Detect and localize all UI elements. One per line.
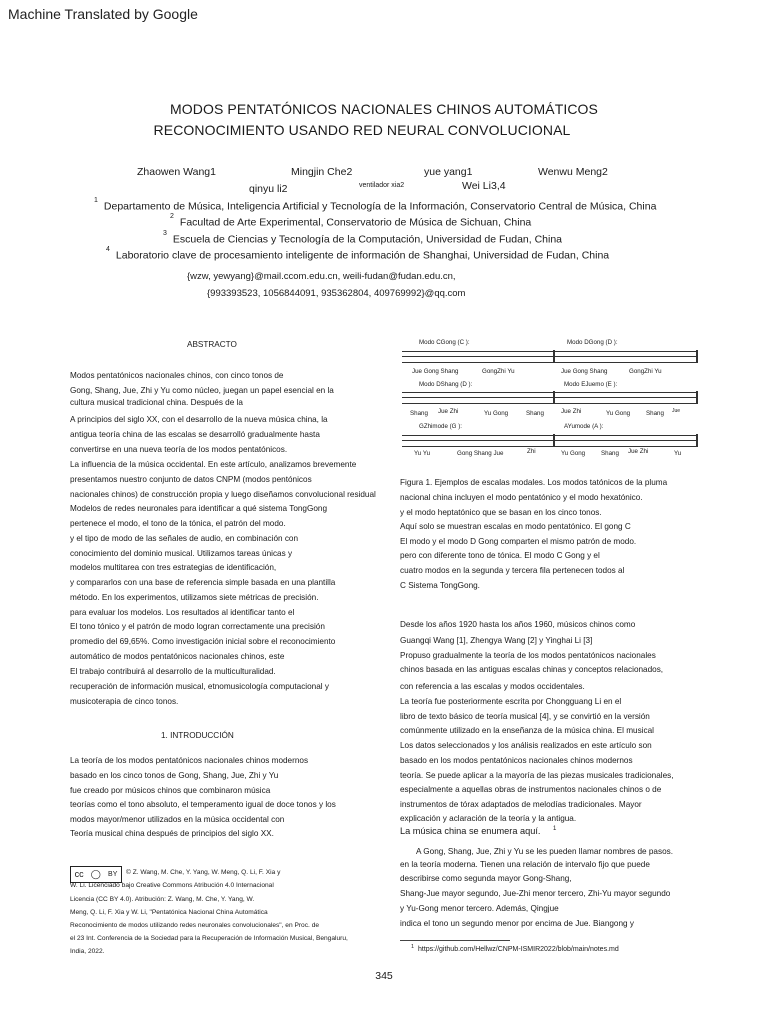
note-names: Yu [674, 450, 682, 457]
abstract-line: antigua teoría china de las escalas se desarrolló gradualmente hasta [70, 430, 320, 439]
abstract-line: y compararlos con una base de referencia simple basada en una plantilla [70, 578, 336, 587]
body-line: con referencia a las escalas y modos occidentales. [400, 682, 585, 691]
body-line: especialmente a aquellas obras de instrumentos nacionales chinos o de [400, 785, 662, 794]
abstract-line: para evaluar los modelos. Los resultados al identificar tanto el [70, 608, 295, 617]
barline [553, 391, 555, 403]
abstract-line: A principios del siglo XX, con el desarrollo de la nueva música china, la [70, 415, 328, 424]
introduction-heading: 1. INTRODUCCIÓN [161, 731, 234, 740]
cc-by-label: BY [108, 871, 118, 878]
mode-label: Modo DShang (D ): [419, 381, 473, 388]
abstract-line: presentamos nuestro conjunto de datos CNPM (modos pentónicos [70, 475, 312, 484]
caption-line: cuatro modos en la segunda y tercera fila pertenecen todos al [400, 566, 625, 575]
abstract-line: cultura musical tradicional china. Después de la [70, 398, 243, 407]
affiliation-number: 3 [163, 230, 167, 237]
music-staff [402, 351, 698, 363]
barline [696, 434, 698, 446]
note-names: Shang [646, 410, 664, 417]
abstract-line: promedio del 69,65%. Como investigación inicial sobre el reconocimiento [70, 637, 336, 646]
abstract-line: y el tipo de modo de las señales de audio, en combinación con [70, 534, 299, 543]
barline [696, 350, 698, 362]
author: Zhaowen Wang1 [137, 166, 216, 178]
body-line: teoría. Se puede aplicar a la mayoría de las piezas musicales tradicionales, [400, 771, 674, 780]
note-names: GongZhi Yu [629, 368, 662, 375]
abstract-line: El tono tónico y el patrón de modo logran correctamente una precisión [70, 622, 325, 631]
caption-line: Figura 1. Ejemplos de escalas modales. Los modos tatónicos de la pluma [400, 478, 668, 487]
mode-label: Modo CGong (C ): [419, 339, 470, 346]
introduction-line: La teoría de los modos pentatónicos nacionales chinos modernos [70, 756, 309, 765]
body-line: La música china se enumera aquí. [400, 826, 541, 836]
body-line: Propuso gradualmente la teoría de los modos pentatónicos nacionales [400, 651, 656, 660]
note-names: GongZhi Yu [482, 368, 515, 375]
caption-line: y el modo heptatónico que se basan en los cinco tonos. [400, 508, 602, 517]
note-names: Jue [672, 408, 681, 414]
license-line: © Z. Wang, M. Che, Y. Yang, W. Meng, Q. Li, F. Xia y [126, 869, 281, 876]
body-line: en la teoría moderna. Tienen una relación de intervalo fijo que puede [400, 860, 650, 869]
license-line: W. Li. Licenciado bajo Creative Commons Atribución 4.0 Internacional [70, 882, 274, 889]
author: yue yang1 [424, 166, 473, 178]
license-line: Meng, Q. Li, F. Xia y W. Li, "Pentatónica Nacional China Automática [70, 909, 268, 916]
footnote-url: https://github.com/Hellwz/CNPM-ISMIR2022/blob/main/notes.md [418, 946, 619, 953]
introduction-line: teorías como el tono absoluto, el temperamento igual de doce tonos y los [70, 800, 336, 809]
body-line: Los datos seleccionados y los análisis realizados en este artículo son [400, 741, 652, 750]
email-line: {wzw, yewyang}@mail.ccom.edu.cn, weili-fudan@fudan.edu.cn, [187, 271, 456, 282]
abstract-line: pertenece el modo, el tono de la tónica, el patrón del modo. [70, 519, 286, 528]
mode-label: AYumode (A ): [564, 423, 604, 430]
affiliation-text: Facultad de Arte Experimental, Conservatorio de Música de Sichuan, China [179, 216, 532, 229]
affiliation-number: 1 [94, 197, 98, 204]
note-names: Yu Gong [606, 410, 631, 417]
caption-line: El modo y el modo D Gong comparten el mismo patrón de modo. [400, 537, 637, 546]
paper-title-line-1: MODOS PENTATÓNICOS NACIONALES CHINOS AUTOMÁTICOS [170, 101, 598, 117]
author: Wei Li3,4 [462, 180, 506, 192]
abstract-line: automático de modos pentatónicos nacionales chinos, este [70, 652, 285, 661]
body-line: Guangqi Wang [1], Zhengya Wang [2] y Yinghai Li [3] [400, 636, 593, 645]
introduction-line: fue creado por músicos chinos que combinaron música [70, 786, 271, 795]
body-line: La teoría fue posteriormente escrita por Chongguang Li en el [400, 697, 622, 706]
license-line: Reconocimiento de modos utilizando redes neuronales convolucionales", en Proc. de [70, 922, 320, 929]
music-staff [402, 435, 698, 447]
mode-label: Modo DGong (D ): [567, 339, 618, 346]
abstract-line: Modelos de redes neuronales para identificar a qué sistema TongGong [70, 504, 328, 513]
footnote-number: 1 [411, 944, 415, 950]
abstract-line: La influencia de la música occidental. En este artículo, analizamos brevemente [70, 460, 357, 469]
music-staff [402, 392, 698, 404]
note-names: Yu Gong [484, 410, 509, 417]
note-names: Shang [410, 410, 428, 417]
affiliation-text: Laboratorio clave de procesamiento inteligente de información de Shanghai, Universidad de Fudan, China [115, 249, 610, 262]
page-number: 345 [375, 970, 393, 982]
caption-line: nacional china incluyen el modo pentatónico y el modo hexatónico. [400, 493, 643, 502]
author: Mingjin Che2 [291, 166, 353, 178]
affiliation [170, 213, 532, 229]
note-names: Shang [526, 410, 544, 417]
barline [696, 391, 698, 403]
abstract-line: método. En los experimentos, utilizamos siete métricas de precisión. [70, 593, 319, 602]
abstract-heading: ABSTRACTO [187, 340, 237, 349]
barline [553, 350, 555, 362]
affiliation-number: 4 [106, 246, 110, 253]
abstract-line: nacionales chinos) de construcción propia y luego diseñamos convolucional residual [70, 490, 376, 499]
note-names: Gong Shang Jue [457, 450, 504, 457]
affiliation [106, 246, 610, 262]
body-line: basado en los modos pentatónicos nacionales chinos modernos [400, 756, 633, 765]
body-line: A Gong, Shang, Jue, Zhi y Yu se les pueden llamar nombres de pasos. [416, 847, 674, 856]
note-names: Jue Zhi [561, 408, 582, 415]
cc-icon: cc [74, 869, 84, 879]
affiliation-text: Escuela de Ciencias y Tecnología de la Computación, Universidad de Fudan, China [172, 233, 563, 246]
body-line: instrumentos de tórax adaptados de melodías tradicionales. Mayor [400, 800, 642, 809]
barline [553, 434, 555, 446]
note-names: Jue Zhi [628, 448, 649, 455]
body-line: Desde los años 1920 hasta los años 1960, músicos chinos como [400, 620, 636, 629]
note-names: Zhi [527, 448, 536, 455]
body-line: chinos basada en las antiguas escalas chinas y conceptos relacionados, [400, 665, 664, 674]
paper-title-line-2: RECONOCIMIENTO USANDO RED NEURAL CONVOLUCIONAL [153, 122, 571, 138]
affiliation-number: 2 [170, 213, 174, 220]
note-names: Jue Gong Shang [412, 368, 459, 375]
abstract-line: modelos multitarea con tres estrategias de identificación, [70, 563, 277, 572]
mode-label: Modo EJuemo (E ): [564, 381, 618, 388]
body-line: comúnmente utilizado en la enseñanza de la música china. El musical [400, 726, 654, 735]
license-line: Licencia (CC BY 4.0). Atribución: Z. Wang, M. Che, Y. Yang, W. [70, 896, 255, 903]
note-names: Yu Gong [561, 450, 586, 457]
email-line: {993393523, 1056844091, 935362804, 409769992}@qq.com [207, 288, 466, 299]
mode-label: GZhimode (G ): [419, 423, 462, 430]
body-line: Shang-Jue mayor segundo, Jue-Zhi menor tercero, Zhi-Yu mayor segundo [400, 889, 671, 898]
body-line: indica el tono un segundo menor por encima de Jue. Biangong y [400, 919, 634, 928]
abstract-line: convertirse en una nueva teoría de los modos pentatónicos. [70, 445, 288, 454]
license-line: India, 2022. [70, 948, 105, 955]
note-names: Shang [601, 450, 619, 457]
note-names: Yu Yu [414, 450, 431, 457]
caption-line: pero con diferente tono de tónica. El modo C Gong y el [400, 551, 600, 560]
author: ventilador xia2 [359, 182, 405, 189]
license-line: el 23 Int. Conferencia de la Sociedad para la Recuperación de Información Musical, Bengaluru, [70, 935, 348, 942]
note-names: Jue Zhi [438, 408, 459, 415]
affiliation [163, 230, 563, 246]
translation-banner: Machine Translated by Google [8, 6, 198, 22]
author: Wenwu Meng2 [538, 166, 608, 178]
footnote-rule [400, 940, 510, 941]
abstract-line: Gong, Shang, Jue, Zhi y Yu como núcleo, juegan un papel esencial en la [70, 386, 334, 395]
introduction-line: Teoría musical china después de principios del siglo XX. [70, 829, 274, 838]
body-line: libro de texto básico de teoría musical [4], y se convirtió en la versión [400, 712, 650, 721]
author: qinyu li2 [249, 183, 288, 195]
abstract-line: El trabajo contribuirá al desarrollo de la multiculturalidad. [70, 667, 276, 676]
body-line: describirse como segunda mayor Gong-Shang, [400, 874, 572, 883]
cc-license-badge [70, 866, 122, 883]
caption-line: Aquí solo se muestran escalas en modo pentatónico. El gong C [400, 522, 631, 531]
body-line: y Yu-Gong menor tercero. Además, Qingjue [400, 904, 559, 913]
abstract-line: Modos pentatónicos nacionales chinos, con cinco tonos de [70, 371, 284, 380]
footnote-marker: 1 [553, 826, 557, 832]
note-names: Jue Gong Shang [561, 368, 608, 375]
abstract-line: conocimiento del dominio musical. Utilizamos tareas únicas y [70, 549, 293, 558]
introduction-line: basado en los cinco tonos de Gong, Shang, Jue, Zhi y Yu [70, 771, 279, 780]
abstract-line: musicoterapia de cinco tonos. [70, 697, 179, 706]
affiliation-text: Departamento de Música, Inteligencia Artificial y Tecnología de la Información, Conservatorio Central de Música, China [103, 200, 657, 213]
introduction-line: modos mayor/menor utilizados en la música occidental con [70, 815, 285, 824]
by-person-icon: ◯ [90, 869, 101, 879]
caption-line: C Sistema TongGong. [400, 581, 480, 590]
body-line: explicación y aclaración de la teoría y la antigua. [400, 814, 577, 823]
affiliation [94, 197, 657, 213]
abstract-line: recuperación de información musical, etnomusicología computacional y [70, 682, 329, 691]
